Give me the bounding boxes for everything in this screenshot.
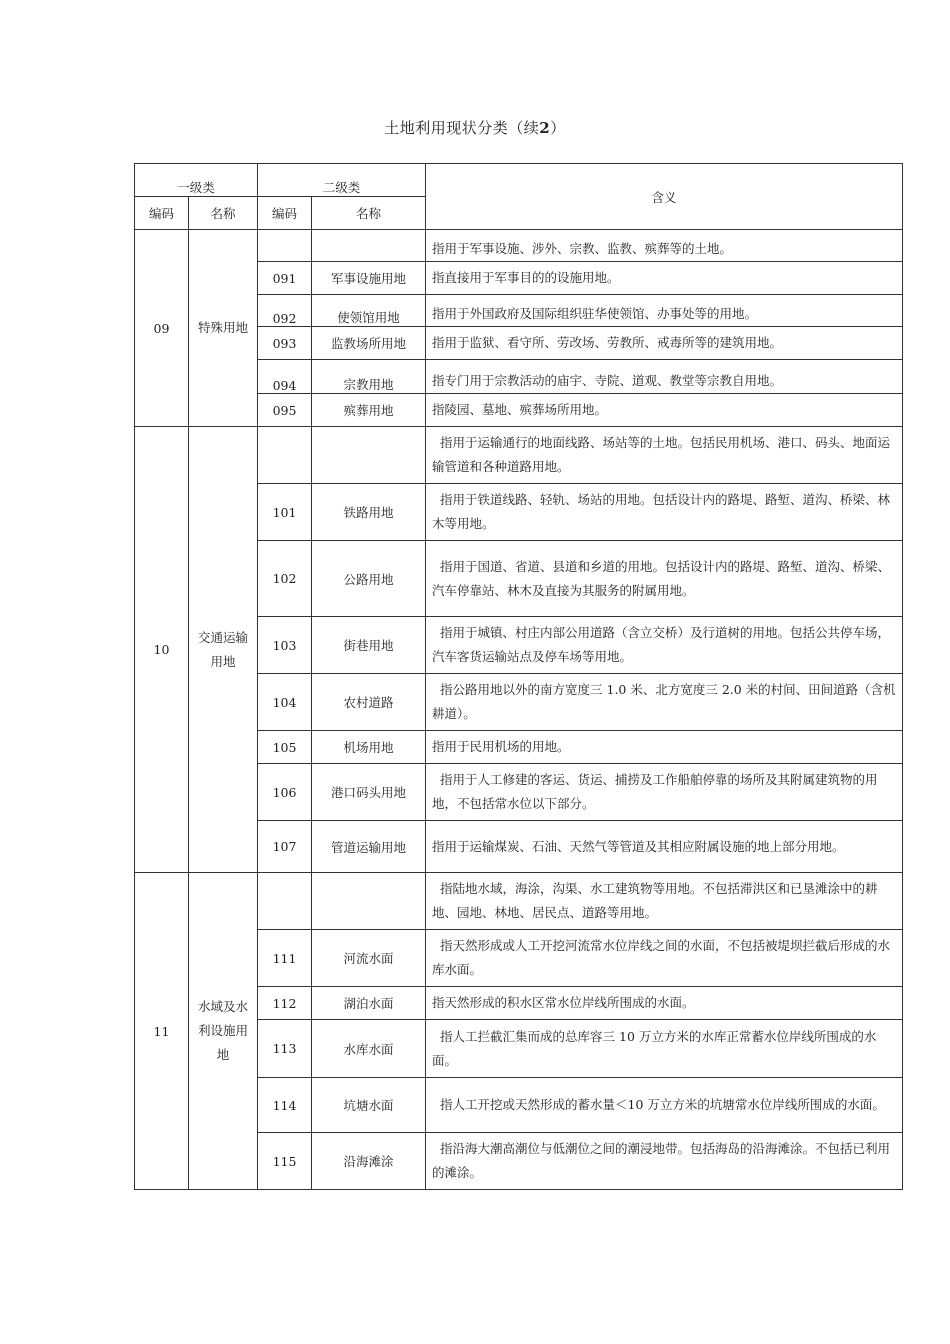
group-name: 交通运输用地 (189, 427, 258, 873)
item-code: 113 (258, 1020, 312, 1078)
item-name: 湖泊水面 (312, 987, 426, 1020)
empty-cell (312, 873, 426, 930)
table-row (135, 873, 903, 930)
item-code: 114 (258, 1078, 312, 1133)
item-desc: 指专门用于宗教活动的庙宇、寺院、道观、教堂等宗教自用地。 (426, 360, 903, 394)
item-code: 094 (258, 360, 312, 394)
item-name: 坑塘水面 (312, 1078, 426, 1133)
item-code: 095 (258, 394, 312, 427)
item-desc: 指人工开挖或天然形成的蓄水量＜10 万立方米的坑塘常水位岸线所围成的水面。 (426, 1078, 903, 1133)
group-name: 水域及水利设施用地 (189, 873, 258, 1190)
item-desc: 指用于城镇、村庄内部公用道路（含立交桥）及行道树的用地。包括公共停车场，汽车客货运输站点及停车场等用地。 (426, 617, 903, 674)
empty-cell (258, 230, 312, 262)
item-desc: 指用于运输煤炭、石油、天然气等管道及其相应附属设施的地上部分用地。 (426, 821, 903, 873)
item-name: 沿海滩涂 (312, 1133, 426, 1190)
item-desc: 指直接用于军事目的的设施用地。 (426, 262, 903, 295)
land-use-table (134, 163, 903, 1190)
item-desc: 指用于人工修建的客运、货运、捕捞及工作船舶停靠的场所及其附属建筑物的用地，不包括常水位以下部分。 (426, 764, 903, 821)
item-code: 092 (258, 295, 312, 327)
item-desc: 指用于外国政府及国际组织驻华使领馆、办事处等的用地。 (426, 295, 903, 327)
header-level1-name: 名称 (189, 197, 258, 230)
title-text: 土地利用现状分类（续 (384, 119, 540, 137)
item-name: 监教场所用地 (312, 327, 426, 360)
item-code: 106 (258, 764, 312, 821)
table-row (135, 427, 903, 484)
item-name: 使领馆用地 (312, 295, 426, 327)
empty-cell (258, 873, 312, 930)
item-code: 091 (258, 262, 312, 295)
header-level2: 二级类 (258, 164, 426, 197)
item-code: 115 (258, 1133, 312, 1190)
empty-cell (312, 230, 426, 262)
item-name: 殡葬用地 (312, 394, 426, 427)
item-desc: 指陵园、墓地、殡葬场所用地。 (426, 394, 903, 427)
item-desc: 指人工拦截汇集而成的总库容三 10 万立方米的水库正常蓄水位岸线所围成的水面。 (426, 1020, 903, 1078)
item-desc: 指用于监狱、看守所、劳改场、劳教所、戒毒所等的建筑用地。 (426, 327, 903, 360)
item-code: 093 (258, 327, 312, 360)
item-code: 111 (258, 930, 312, 987)
item-name: 机场用地 (312, 731, 426, 764)
page-title (0, 117, 950, 138)
item-code: 104 (258, 674, 312, 731)
header-meaning: 含义 (426, 164, 903, 230)
header-level2-name: 名称 (312, 197, 426, 230)
header-level1: 一级类 (135, 164, 258, 197)
table-row (135, 230, 903, 262)
item-desc: 指沿海大潮高潮位与低潮位之间的潮浸地带。包括海岛的沿海滩涂。不包括已利用的滩涂。 (426, 1133, 903, 1190)
item-name: 港口码头用地 (312, 764, 426, 821)
group-desc: 指陆地水域，海涂，沟渠、水工建筑物等用地。不包括滞洪区和已垦滩涂中的耕地、园地、林地、居民点、道路等用地。 (426, 873, 903, 930)
item-desc: 指公路用地以外的南方宽度三 1.0 米、北方宽度三 2.0 米的村间、田间道路（含机耕道）。 (426, 674, 903, 731)
item-name: 铁路用地 (312, 484, 426, 541)
item-code: 105 (258, 731, 312, 764)
group-desc: 指用于运输通行的地面线路、场站等的土地。包括民用机场、港口、码头、地面运输管道和各种道路用地。 (426, 427, 903, 484)
item-desc: 指天然形成的积水区常水位岸线所围成的水面。 (426, 987, 903, 1020)
group-name: 特殊用地 (189, 230, 258, 427)
group-code: 11 (135, 873, 189, 1190)
empty-cell (258, 427, 312, 484)
item-code: 107 (258, 821, 312, 873)
item-name: 农村道路 (312, 674, 426, 731)
header-level1-code: 编码 (135, 197, 189, 230)
item-name: 街巷用地 (312, 617, 426, 674)
empty-cell (312, 427, 426, 484)
item-name: 河流水面 (312, 930, 426, 987)
item-code: 101 (258, 484, 312, 541)
title-close: ） (550, 119, 566, 137)
item-name: 公路用地 (312, 541, 426, 617)
group-code: 09 (135, 230, 189, 427)
item-name: 管道运输用地 (312, 821, 426, 873)
title-number: 2 (539, 119, 551, 137)
item-desc: 指用于国道、省道、县道和乡道的用地。包括设计内的路堤、路堑、道沟、桥梁、汽车停靠站、林木及直接为其服务的附属用地。 (426, 541, 903, 617)
item-desc: 指用于铁道线路、轻轨、场站的用地。包括设计内的路堤、路堑、道沟、桥梁、林木等用地。 (426, 484, 903, 541)
item-code: 103 (258, 617, 312, 674)
item-name: 军事设施用地 (312, 262, 426, 295)
group-desc: 指用于军事设施、涉外、宗教、监教、殡葬等的土地。 (426, 230, 903, 262)
group-code: 10 (135, 427, 189, 873)
item-code: 102 (258, 541, 312, 617)
item-name: 水库水面 (312, 1020, 426, 1078)
item-desc: 指用于民用机场的用地。 (426, 731, 903, 764)
item-code: 112 (258, 987, 312, 1020)
item-name: 宗教用地 (312, 360, 426, 394)
item-desc: 指天然形成或人工开挖河流常水位岸线之间的水面，不包括被堤坝拦截后形成的水库水面。 (426, 930, 903, 987)
header-level2-code: 编码 (258, 197, 312, 230)
